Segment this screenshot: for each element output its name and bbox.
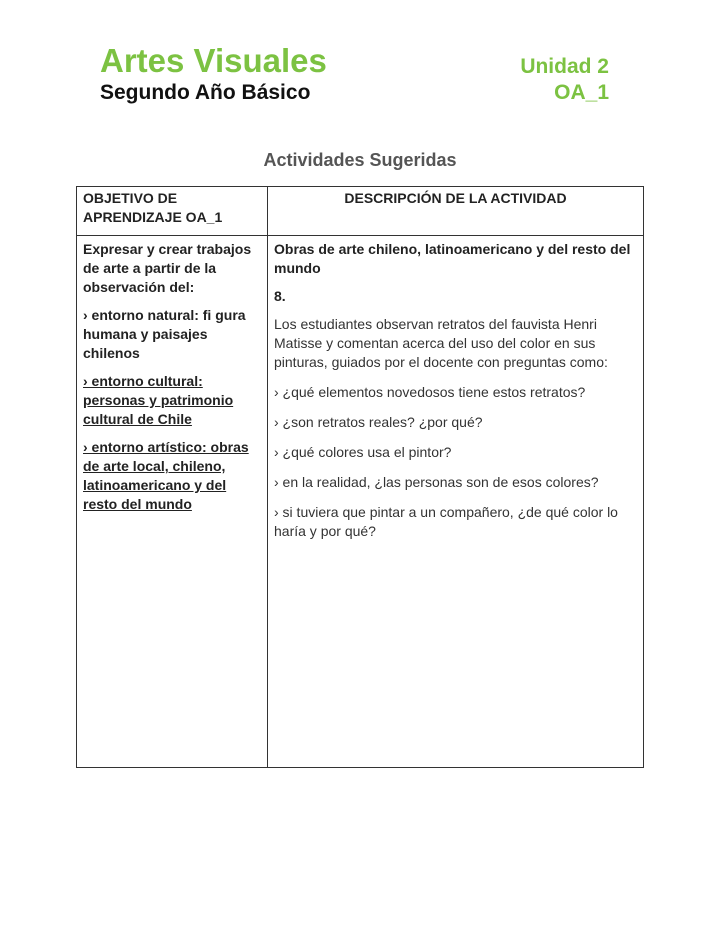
subject-title: Artes Visuales bbox=[100, 42, 327, 79]
activity-question: › en la realidad, ¿las personas son de esos colores? bbox=[274, 474, 599, 490]
activity-description: Los estudiantes observan retratos del fauvista Henri Matisse y comentan acerca del uso del color en sus pinturas, guiados por el docente con preguntas como: bbox=[274, 316, 608, 370]
unit-label: Unidad 2 bbox=[520, 55, 609, 78]
activity-cell bbox=[268, 236, 644, 768]
activity-question: › ¿son retratos reales? ¿por qué? bbox=[274, 414, 483, 430]
objective-intro: Expresar y crear trabajos de arte a partir de la observación del: bbox=[83, 241, 252, 295]
activity-question: › ¿qué colores usa el pintor? bbox=[274, 444, 452, 460]
activity-header: DESCRIPCIÓN DE LA ACTIVIDAD bbox=[268, 187, 644, 236]
grade-title: Segundo Año Básico bbox=[100, 81, 311, 104]
section-title: Actividades Sugeridas bbox=[263, 150, 457, 170]
activity-question: › ¿qué elementos novedosos tiene estos retratos? bbox=[274, 384, 586, 400]
activities-table bbox=[76, 186, 644, 768]
objective-item-artistic: › entorno artístico: obras de arte local, chileno, latinoamericano y del resto del mundo bbox=[83, 439, 249, 512]
activity-number: 8. bbox=[274, 288, 286, 304]
objective-item-natural: › entorno natural: fi gura humana y paisajes chilenos bbox=[83, 307, 246, 361]
activity-question: › si tuviera que pintar a un compañero, ¿de qué color lo haría y por qué? bbox=[274, 504, 618, 539]
table-header-row bbox=[77, 187, 644, 236]
table-body-row bbox=[77, 236, 644, 768]
activity-title: Obras de arte chileno, latinoamericano y del resto del mundo bbox=[274, 241, 631, 276]
objective-header: OBJETIVO DE APRENDIZAJE OA_1 bbox=[77, 187, 268, 236]
oa-label: OA_1 bbox=[554, 81, 609, 104]
objective-cell bbox=[77, 236, 268, 768]
objective-item-cultural: › entorno cultural: personas y patrimonio cultural de Chile bbox=[83, 373, 234, 427]
